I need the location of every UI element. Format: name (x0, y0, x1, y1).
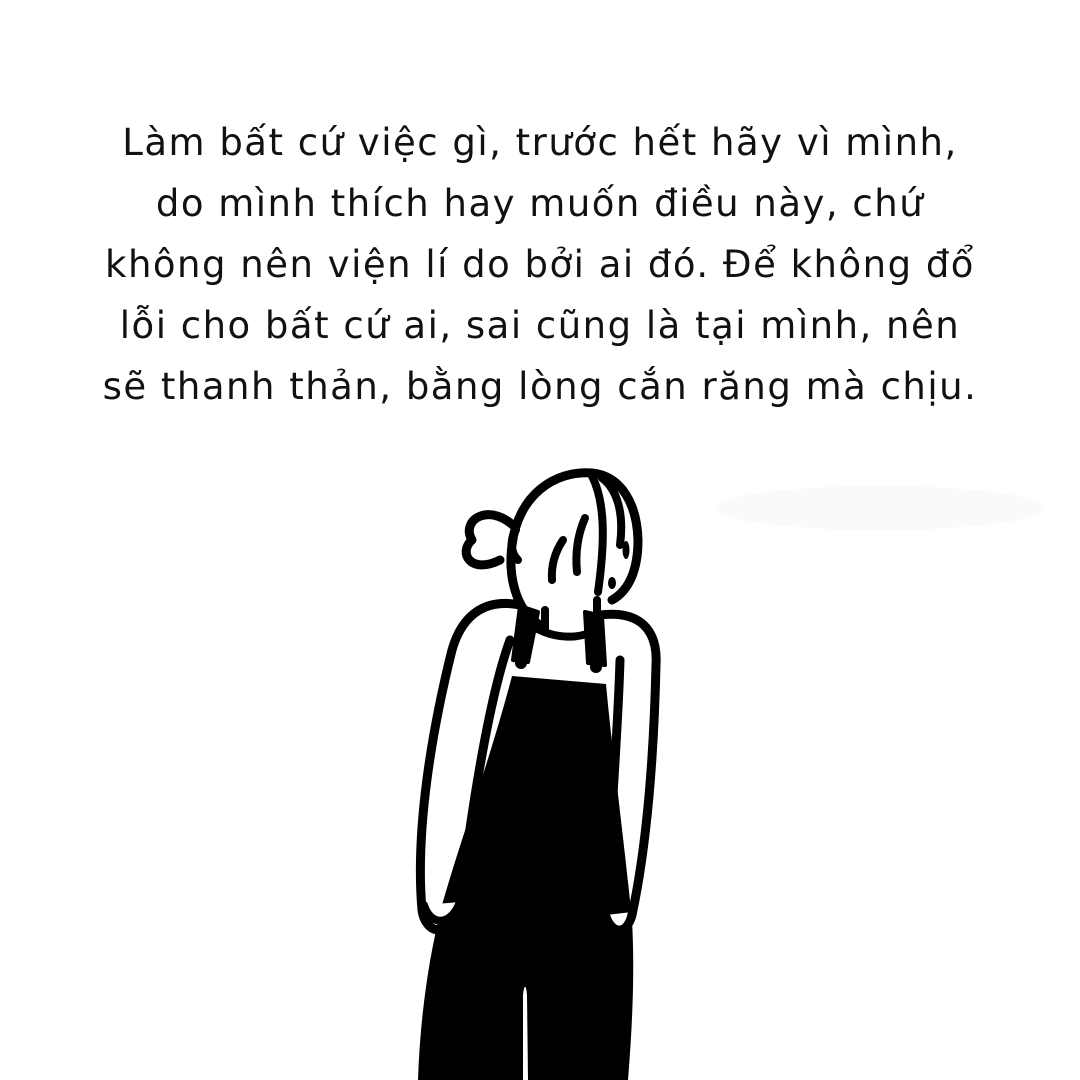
eye (623, 541, 630, 559)
right-hand (606, 912, 632, 930)
quote-line: không nên viện lí do bởi ai đó. Để không đổ (105, 243, 975, 286)
strap-button (515, 657, 527, 669)
background-smudge (715, 486, 1045, 530)
quote-line: lỗi cho bất cứ ai, sai cũng là tại mình, nên (119, 304, 961, 347)
quote-line: sẽ thanh thản, bằng lòng cắn răng mà chịu. (102, 365, 978, 408)
mouth (608, 577, 616, 589)
left-hand (424, 902, 460, 921)
overall-strap-right (585, 612, 605, 665)
quote-line: do mình thích hay muốn điều này, chứ (155, 182, 925, 225)
strap-button (590, 661, 602, 673)
quote-line: Làm bất cứ việc gì, trước hết hãy vì mình, (122, 121, 958, 164)
